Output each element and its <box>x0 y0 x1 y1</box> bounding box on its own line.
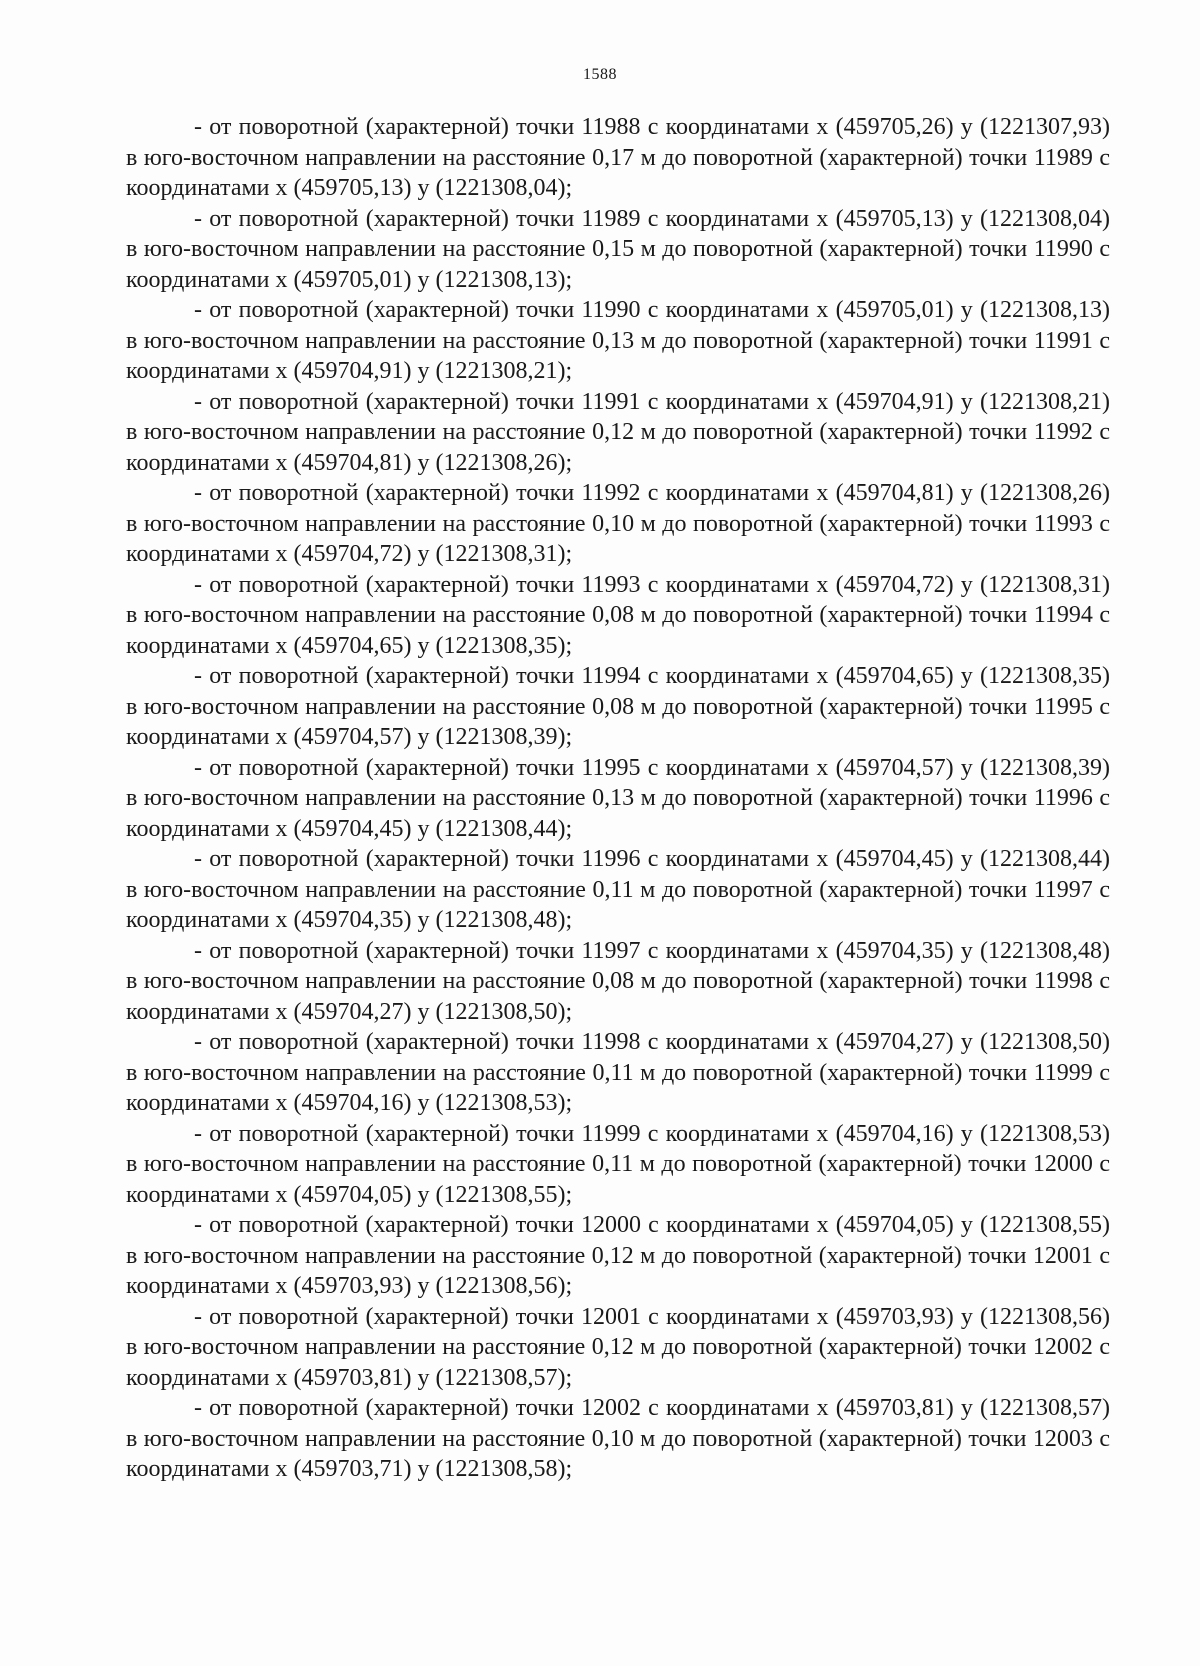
boundary-segment-paragraph: - от поворотной (характерной) точки 12002 с координатами x (459703,81) y (1221308,57) в юго-восточном направлении на расстояние 0,10 м до поворотной (характерной) точки 12003 с координатами x (459703,71) y (1221308,58); <box>126 1395 1110 1482</box>
boundary-segment-paragraph: - от поворотной (характерной) точки 11989 с координатами x (459705,13) y (1221308,04) в юго-восточном направлении на расстояние 0,15 м до поворотной (характерной) точки 11990 с координатами x (459705,01) y (1221308,13); <box>126 205 1110 293</box>
boundary-segment-paragraph: - от поворотной (характерной) точки 11995 с координатами x (459704,57) y (1221308,39) в юго-восточном направлении на расстояние 0,13 м до поворотной (характерной) точки 11996 с координатами x (459704,45) y (1221308,44); <box>126 754 1110 842</box>
boundary-segment-paragraph: - от поворотной (характерной) точки 11997 с координатами x (459704,35) y (1221308,48) в юго-восточном направлении на расстояние 0,08 м до поворотной (характерной) точки 11998 с координатами x (459704,27) y (1221308,50); <box>126 937 1110 1025</box>
boundary-segment-paragraph: - от поворотной (характерной) точки 11990 с координатами x (459705,01) y (1221308,13) в юго-восточном направлении на расстояние 0,13 м до поворотной (характерной) точки 11991 с координатами x (459704,91) y (1221308,21); <box>126 297 1110 384</box>
boundary-segment-paragraph: - от поворотной (характерной) точки 11992 с координатами x (459704,81) y (1221308,26) в юго-восточном направлении на расстояние 0,10 м до поворотной (характерной) точки 11993 с координатами x (459704,72) y (1221308,31); <box>126 480 1110 567</box>
boundary-description-text <box>126 112 1110 1485</box>
boundary-segment-paragraph: - от поворотной (характерной) точки 11993 с координатами x (459704,72) y (1221308,31) в юго-восточном направлении на расстояние 0,08 м до поворотной (характерной) точки 11994 с координатами x (459704,65) y (1221308,35); <box>126 571 1110 659</box>
boundary-segment-paragraph: - от поворотной (характерной) точки 11988 с координатами x (459705,26) y (1221307,93) в юго-восточном направлении на расстояние 0,17 м до поворотной (характерной) точки 11989 с координатами x (459705,13) y (1221308,04); <box>126 114 1110 201</box>
boundary-segment-paragraph: - от поворотной (характерной) точки 11991 с координатами x (459704,91) y (1221308,21) в юго-восточном направлении на расстояние 0,12 м до поворотной (характерной) точки 11992 с координатами x (459704,81) y (1221308,26); <box>126 388 1110 476</box>
page-number: 1588 <box>583 66 617 83</box>
boundary-segment-paragraph: - от поворотной (характерной) точки 11994 с координатами x (459704,65) y (1221308,35) в юго-восточном направлении на расстояние 0,08 м до поворотной (характерной) точки 11995 с координатами x (459704,57) y (1221308,39); <box>126 663 1110 750</box>
boundary-segment-paragraph: - от поворотной (характерной) точки 12000 с координатами x (459704,05) y (1221308,55) в юго-восточном направлении на расстояние 0,12 м до поворотной (характерной) точки 12001 с координатами x (459703,93) y (1221308,56); <box>126 1212 1110 1299</box>
boundary-segment-paragraph: - от поворотной (характерной) точки 12001 с координатами x (459703,93) y (1221308,56) в юго-восточном направлении на расстояние 0,12 м до поворотной (характерной) точки 12002 с координатами x (459703,81) y (1221308,57); <box>126 1303 1110 1391</box>
boundary-segment-paragraph: - от поворотной (характерной) точки 11999 с координатами x (459704,16) y (1221308,53) в юго-восточном направлении на расстояние 0,11 м до поворотной (характерной) точки 12000 с координатами x (459704,05) y (1221308,55); <box>126 1120 1110 1208</box>
boundary-segment-paragraph: - от поворотной (характерной) точки 11998 с координатами x (459704,27) y (1221308,50) в юго-восточном направлении на расстояние 0,11 м до поворотной (характерной) точки 11999 с координатами x (459704,16) y (1221308,53); <box>126 1029 1110 1116</box>
boundary-segment-paragraph: - от поворотной (характерной) точки 11996 с координатами x (459704,45) y (1221308,44) в юго-восточном направлении на расстояние 0,11 м до поворотной (характерной) точки 11997 с координатами x (459704,35) y (1221308,48); <box>126 846 1110 933</box>
